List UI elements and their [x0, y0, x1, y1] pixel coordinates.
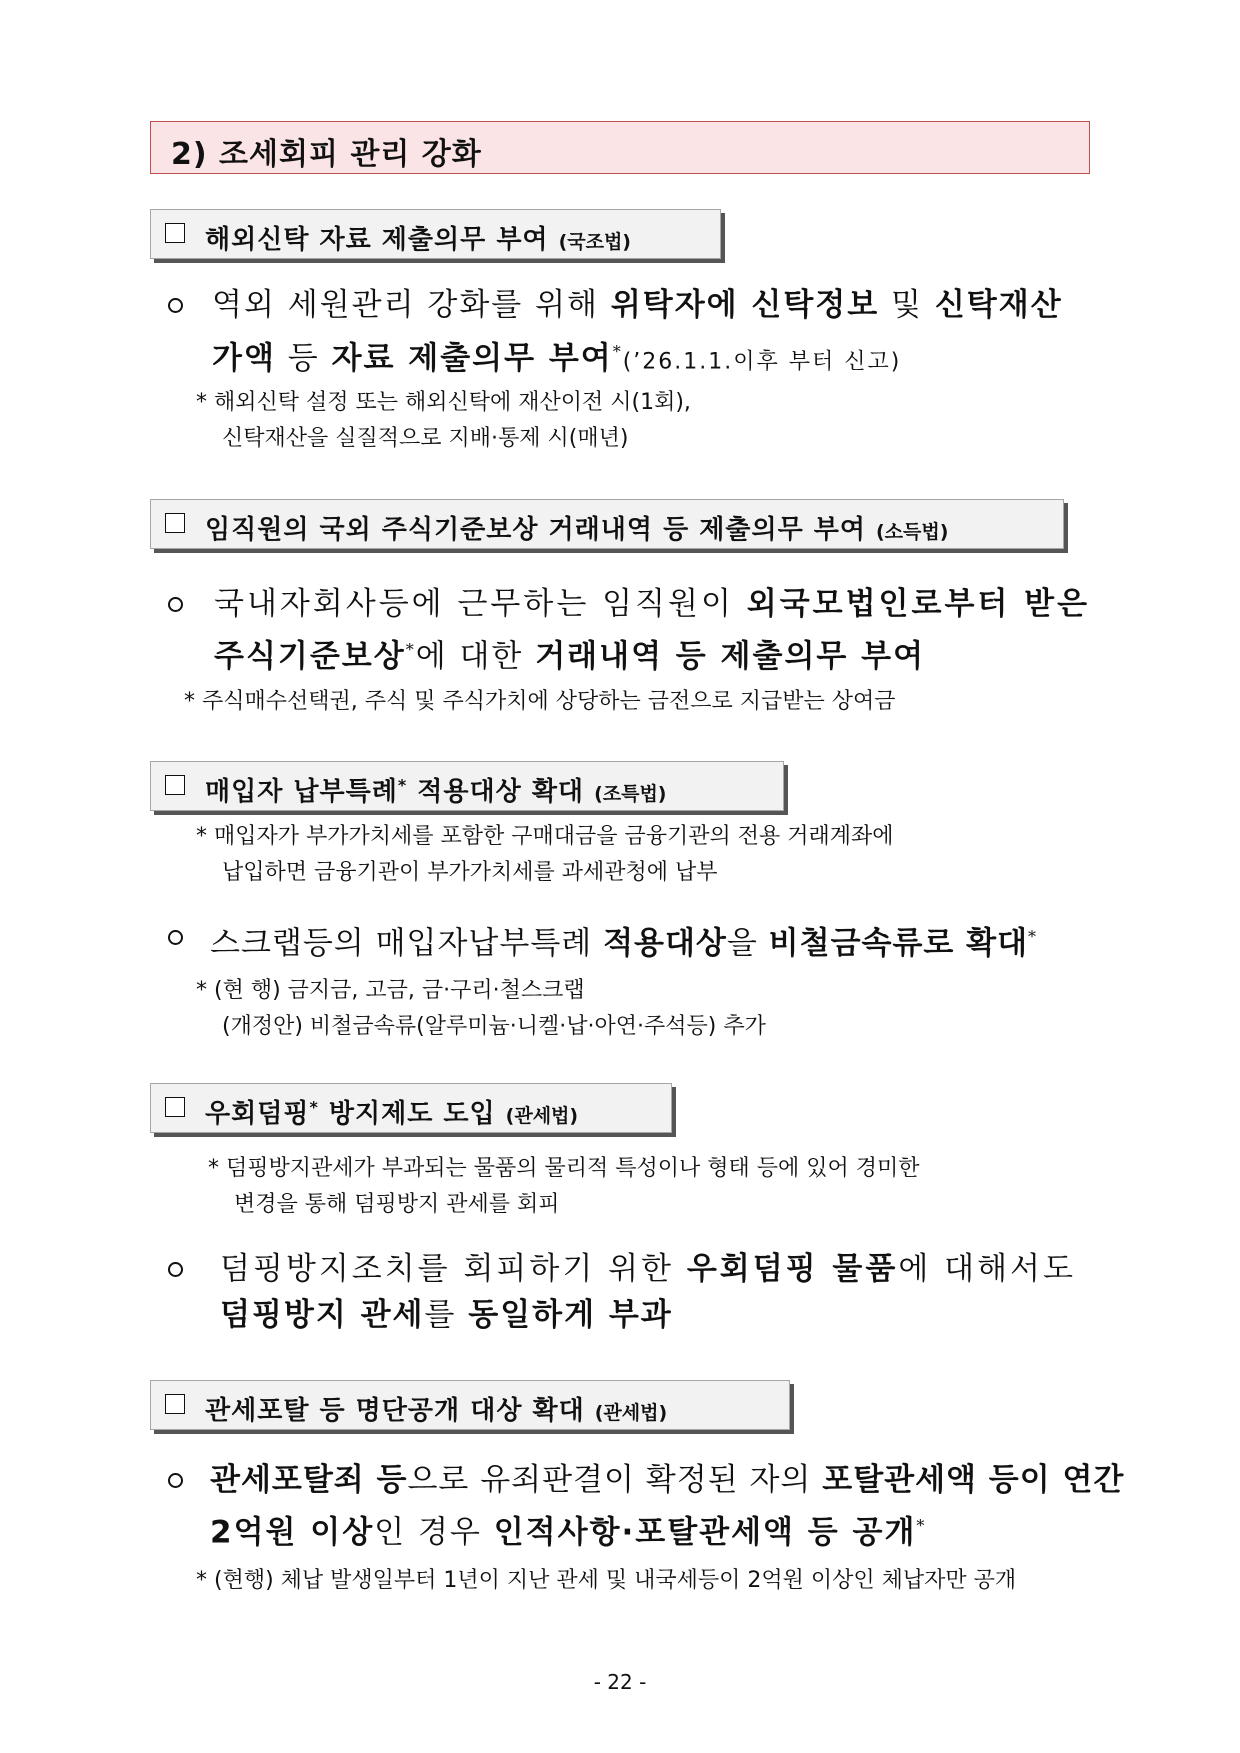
bullet-text-line: 2억원 이상인 경우 인적사항·포탈관세액 등 공개*: [210, 1514, 927, 1551]
law-tag: (국조법): [558, 231, 631, 253]
checkbox-square-icon: [165, 1097, 185, 1117]
law-tag: (관세법): [594, 1402, 668, 1424]
law-tag: (소득법): [875, 521, 949, 543]
subsection-title: 매입자 납부특례: [205, 777, 398, 807]
section-title: [150, 121, 1090, 174]
subsection-title: 임직원의 국외 주식기준보상 거래내역 등 제출의무 부여: [205, 515, 866, 545]
footnote: 신탁재산을 실질적으로 지배·통제 시(매년): [222, 426, 629, 451]
page-number: - 22 -: [593, 1670, 647, 1694]
subsection-header-stock-compensation: [150, 499, 1064, 549]
footnote: * 주식매수선택권, 주식 및 주식가치에 상당하는 금전으로 지급받는 상여금: [184, 689, 896, 714]
subsection-title: 우회덤핑: [205, 1099, 310, 1129]
footnote: * 덤핑방지관세가 부과되는 물품의 물리적 특성이나 형태 등에 있어 경미한: [208, 1156, 920, 1181]
bullet-text-line: 덤핑방지조치를 회피하기 위한 우회덤핑 물품에 대해서도: [220, 1251, 1076, 1287]
subsection-header-purchaser-payment: 매입자 납부특례* 적용대상 확대 (조특법): [150, 761, 784, 811]
checkbox-square-icon: [165, 513, 185, 533]
checkbox-square-icon: [165, 223, 185, 243]
subsection-title: 해외신탁 자료 제출의무 부여: [205, 225, 549, 255]
circle-bullet-icon: [168, 1262, 183, 1277]
circle-bullet-icon: [168, 930, 183, 945]
footnote: * 해외신탁 설정 또는 해외신탁에 재산이전 시(1회),: [196, 390, 691, 415]
footnote: (개정안) 비철금속류(알루미늄·니켈·납·아연·주석등) 추가: [222, 1014, 766, 1039]
bullet-text-line: 주식기준보상*에 대한 거래내역 등 제출의무 부여: [214, 638, 926, 675]
checkbox-square-icon: [165, 775, 185, 795]
subsection-title: 관세포탈 등 명단공개 대상 확대: [205, 1396, 585, 1426]
law-tag: (관세법): [505, 1105, 579, 1127]
footnote: * 매입자가 부가가치세를 포함한 구매대금을 금융기관의 전용 거래계좌에: [196, 824, 894, 849]
bullet-text-line: 관세포탈죄 등으로 유죄판결이 확정된 자의 포탈관세액 등이 연간: [210, 1462, 1125, 1498]
subsection-header-circumvention: 우회덤핑* 방지제도 도입 (관세법): [150, 1083, 672, 1133]
circle-bullet-icon: [168, 597, 183, 612]
circle-bullet-icon: [168, 1473, 183, 1488]
subsection-header-tax-evasion-disclosure: [150, 1380, 790, 1430]
bullet-text-line: 덤핑방지 관세를 동일하게 부과: [220, 1297, 673, 1333]
footnote: 납입하면 금융기관이 부가가치세를 과세관청에 납부: [222, 860, 718, 885]
checkbox-square-icon: [165, 1394, 185, 1414]
footnote: * (현행) 체납 발생일부터 1년이 지난 관세 및 내국세등이 2억원 이상인 체납자만 공개: [196, 1568, 1017, 1593]
footnote: * (현 행) 금지금, 고금, 금·구리·철스크랩: [196, 978, 585, 1003]
subsection-header-foreign-trust: [150, 209, 721, 259]
bullet-text-line: 국내자회사등에 근무하는 임직원이 외국모법인로부터 받은: [214, 586, 1091, 622]
bullet-text-line: 스크랩등의 매입자납부특례 적용대상을 비철금속류로 확대*: [210, 925, 1038, 962]
law-tag: (조특법): [594, 783, 667, 805]
footnote: 변경을 통해 덤핑방지 관세를 회피: [234, 1192, 560, 1217]
circle-bullet-icon: [168, 298, 183, 313]
bullet-text-line: 역외 세원관리 강화를 위해 위탁자에 신탁정보 및 신탁재산: [212, 287, 1063, 323]
bullet-text-line: 가액 등 자료 제출의무 부여*(’26.1.1.이후 부터 신고): [212, 340, 902, 377]
section-title-text: 2) 조세회피 관리 강화: [171, 137, 482, 172]
